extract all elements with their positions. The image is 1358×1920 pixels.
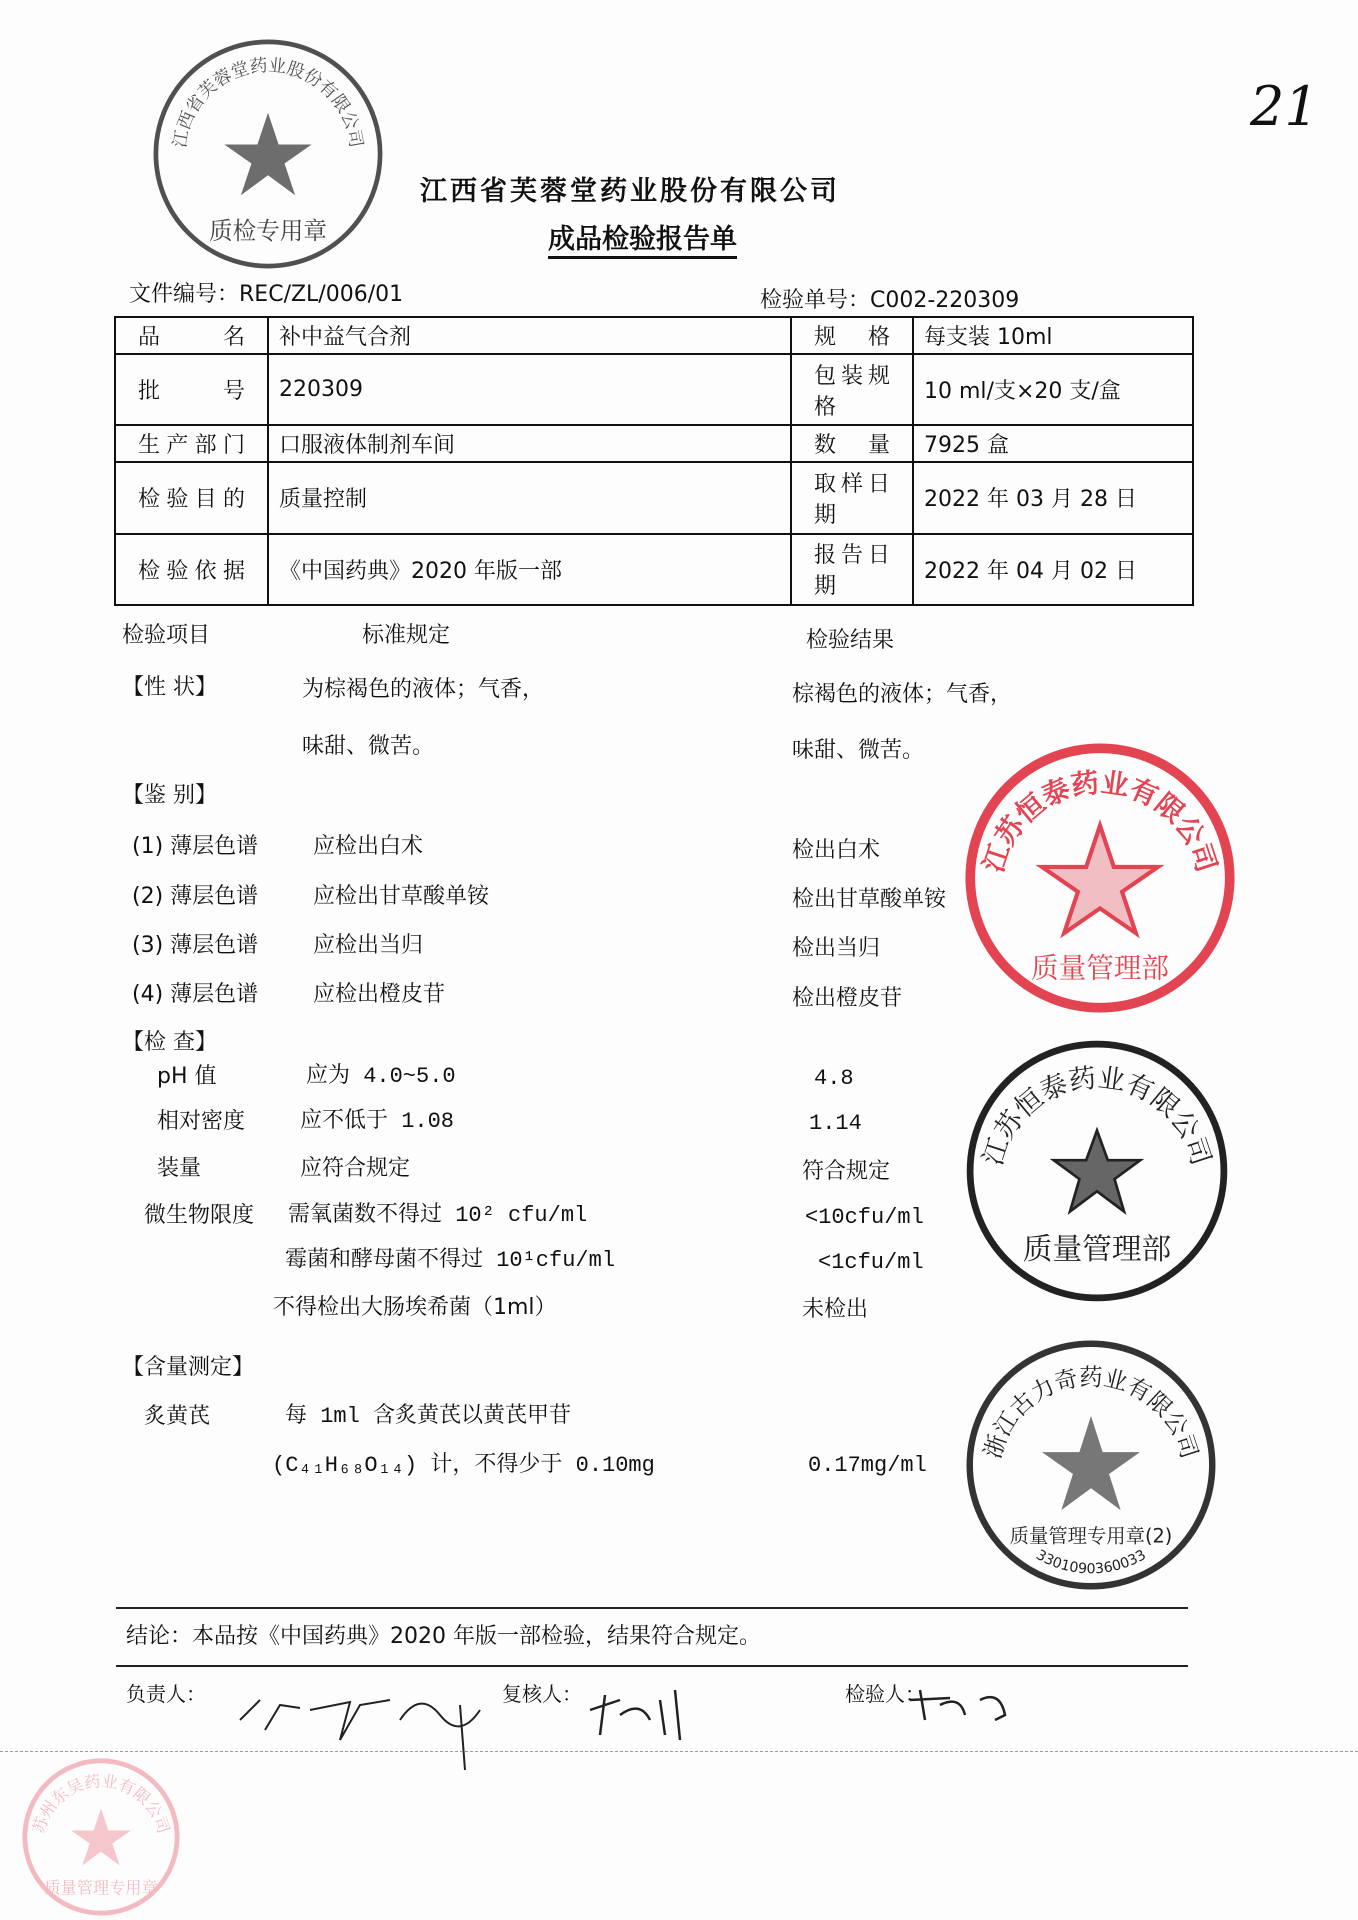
insp-result: 未检出 xyxy=(802,1297,869,1322)
assay-item: 炙黄芪 xyxy=(144,1404,211,1429)
insp-result: <1cfu/ml xyxy=(818,1250,924,1275)
conclusion: 结论：本品按《中国药典》2020 年版一部检验，结果符合规定。 xyxy=(126,1624,761,1649)
value-batch: 220309 xyxy=(268,354,791,425)
id-item: (3) 薄层色谱 xyxy=(132,933,259,958)
insp-item: 相对密度 xyxy=(157,1109,246,1134)
file-number xyxy=(129,284,403,306)
cut-line xyxy=(0,1751,1358,1752)
svg-text:苏州东吴药业有限公司: 苏州东吴药业有限公司 xyxy=(28,1771,174,1836)
id-result: 检出橙皮苷 xyxy=(792,986,903,1011)
svg-text:江西省芙蓉堂药业股份有限公司: 江西省芙蓉堂药业股份有限公司 xyxy=(170,56,366,150)
section-assay: 【含量测定】 xyxy=(122,1355,255,1380)
section-appearance: 【性 状】 xyxy=(122,675,217,700)
insp-standard: 应符合规定 xyxy=(300,1156,411,1181)
assay-standard: (C₄₁H₆₈O₁₄) 计，不得少于 0.10mg xyxy=(272,1453,655,1478)
svg-text:质量管理专用章(2): 质量管理专用章(2) xyxy=(1009,1524,1173,1548)
label-package: 包装规格 xyxy=(791,354,913,425)
value-spec: 每支装 10ml xyxy=(913,317,1193,354)
report-no-label: 检验单号： xyxy=(760,288,871,313)
svg-text:浙江古力奇药业有限公司: 浙江古力奇药业有限公司 xyxy=(979,1364,1203,1462)
appearance-result: 味甜、微苦。 xyxy=(792,738,925,763)
table-row xyxy=(115,534,1193,605)
assay-result: 0.17mg/ml xyxy=(808,1453,927,1478)
table-row xyxy=(115,354,1193,425)
value-sample-date: 2022 年 03 月 28 日 xyxy=(913,462,1193,533)
value-quantity: 7925 盒 xyxy=(913,425,1193,462)
id-result: 检出白术 xyxy=(792,838,881,863)
responsible-label: 负责人： xyxy=(126,1682,206,1706)
insp-result: <10cfu/ml xyxy=(805,1205,924,1230)
section-inspection: 【检 查】 xyxy=(122,1030,217,1055)
id-standard: 应检出甘草酸单铵 xyxy=(313,884,490,909)
value-package: 10 ml/支×20 支/盒 xyxy=(913,354,1193,425)
insp-standard: 应为 4.0~5.0 xyxy=(306,1064,456,1089)
company-qc-stamp xyxy=(150,36,386,272)
label-batch: 批号 xyxy=(115,354,268,425)
insp-result: 4.8 xyxy=(814,1066,854,1091)
value-department: 口服液体制剂车间 xyxy=(268,425,791,462)
label-quantity: 数量 xyxy=(791,425,913,462)
label-report-date: 报告日期 xyxy=(791,534,913,605)
label-sample-date: 取样日期 xyxy=(791,462,913,533)
label-basis: 检验依据 xyxy=(115,534,268,605)
insp-item: 装量 xyxy=(157,1156,202,1181)
appearance-standard: 味甜、微苦。 xyxy=(302,734,435,759)
id-item: (2) 薄层色谱 xyxy=(132,884,259,909)
insp-item: pH 值 xyxy=(157,1064,217,1089)
svg-text:质量管理部: 质量管理部 xyxy=(1031,951,1169,985)
insp-standard: 需氧菌数不得过 10² cfu/ml xyxy=(288,1203,588,1228)
product-info-table xyxy=(114,316,1194,606)
label-department: 生产部门 xyxy=(115,425,268,462)
id-standard: 应检出橙皮苷 xyxy=(313,982,446,1007)
svg-text:3301090360033: 3301090360033 xyxy=(1033,1547,1149,1578)
signatures xyxy=(220,1660,1060,1780)
reviewer-label: 复核人： xyxy=(502,1682,582,1706)
value-basis: 《中国药典》2020 年版一部 xyxy=(268,534,791,605)
appearance-standard: 为棕褐色的液体；气香， xyxy=(302,677,545,702)
svg-text:质量管理部: 质量管理部 xyxy=(1022,1231,1172,1267)
insp-result: 1.14 xyxy=(809,1111,862,1136)
insp-standard: 不得检出大肠埃希菌（1ml） xyxy=(273,1295,557,1320)
value-purpose: 质量控制 xyxy=(268,462,791,533)
faded-red-stamp xyxy=(20,1756,182,1918)
id-result: 检出当归 xyxy=(792,936,881,961)
svg-text:江苏恒泰药业有限公司: 江苏恒泰药业有限公司 xyxy=(977,1062,1217,1170)
section-identification: 【鉴 别】 xyxy=(122,783,217,808)
id-item: (4) 薄层色谱 xyxy=(132,982,259,1007)
table-row xyxy=(115,425,1193,462)
report-no-value: C002-220309 xyxy=(870,288,1020,313)
assay-standard: 每 1ml 含炙黄芪以黄芪甲苷 xyxy=(285,1404,572,1429)
svg-text:质量管理专用章: 质量管理专用章 xyxy=(44,1878,158,1898)
inspector-label: 检验人： xyxy=(845,1682,925,1706)
column-standard: 标准规定 xyxy=(362,623,451,648)
company-name: 江西省芙蓉堂药业股份有限公司 xyxy=(420,176,840,207)
column-result: 检验结果 xyxy=(806,628,895,653)
id-standard: 应检出当归 xyxy=(313,933,424,958)
table-row xyxy=(115,317,1193,354)
label-product-name: 品名 xyxy=(115,317,268,354)
insp-item: 微生物限度 xyxy=(144,1203,255,1228)
report-number xyxy=(760,290,1019,312)
zhejiang-qc-stamp xyxy=(962,1336,1220,1594)
svg-text:质检专用章: 质检专用章 xyxy=(209,216,327,245)
id-item: (1) 薄层色谱 xyxy=(132,834,259,859)
appearance-result: 棕褐色的液体；气香， xyxy=(792,682,1013,707)
id-result: 检出甘草酸单铵 xyxy=(792,887,947,912)
red-qc-stamp xyxy=(962,740,1238,1016)
table-row xyxy=(115,462,1193,533)
value-report-date: 2022 年 04 月 02 日 xyxy=(913,534,1193,605)
column-item: 检验项目 xyxy=(122,623,211,648)
id-standard: 应检出白术 xyxy=(313,834,424,859)
file-no-value: REC/ZL/006/01 xyxy=(239,282,404,307)
file-no-label: 文件编号： xyxy=(129,282,240,307)
label-purpose: 检验目的 xyxy=(115,462,268,533)
insp-standard: 霉菌和酵母菌不得过 10¹cfu/ml xyxy=(285,1248,616,1273)
insp-result: 符合规定 xyxy=(802,1159,891,1184)
value-product-name: 补中益气合剂 xyxy=(268,317,791,354)
label-spec: 规格 xyxy=(791,317,913,354)
page-number: 21 xyxy=(1250,75,1319,138)
divider xyxy=(116,1607,1188,1609)
quality-dept-stamp xyxy=(962,1036,1232,1306)
report-title: 成品检验报告单 xyxy=(548,226,737,259)
svg-text:江苏恒泰药业有限公司: 江苏恒泰药业有限公司 xyxy=(976,765,1224,877)
insp-standard: 应不低于 1.08 xyxy=(300,1109,455,1134)
